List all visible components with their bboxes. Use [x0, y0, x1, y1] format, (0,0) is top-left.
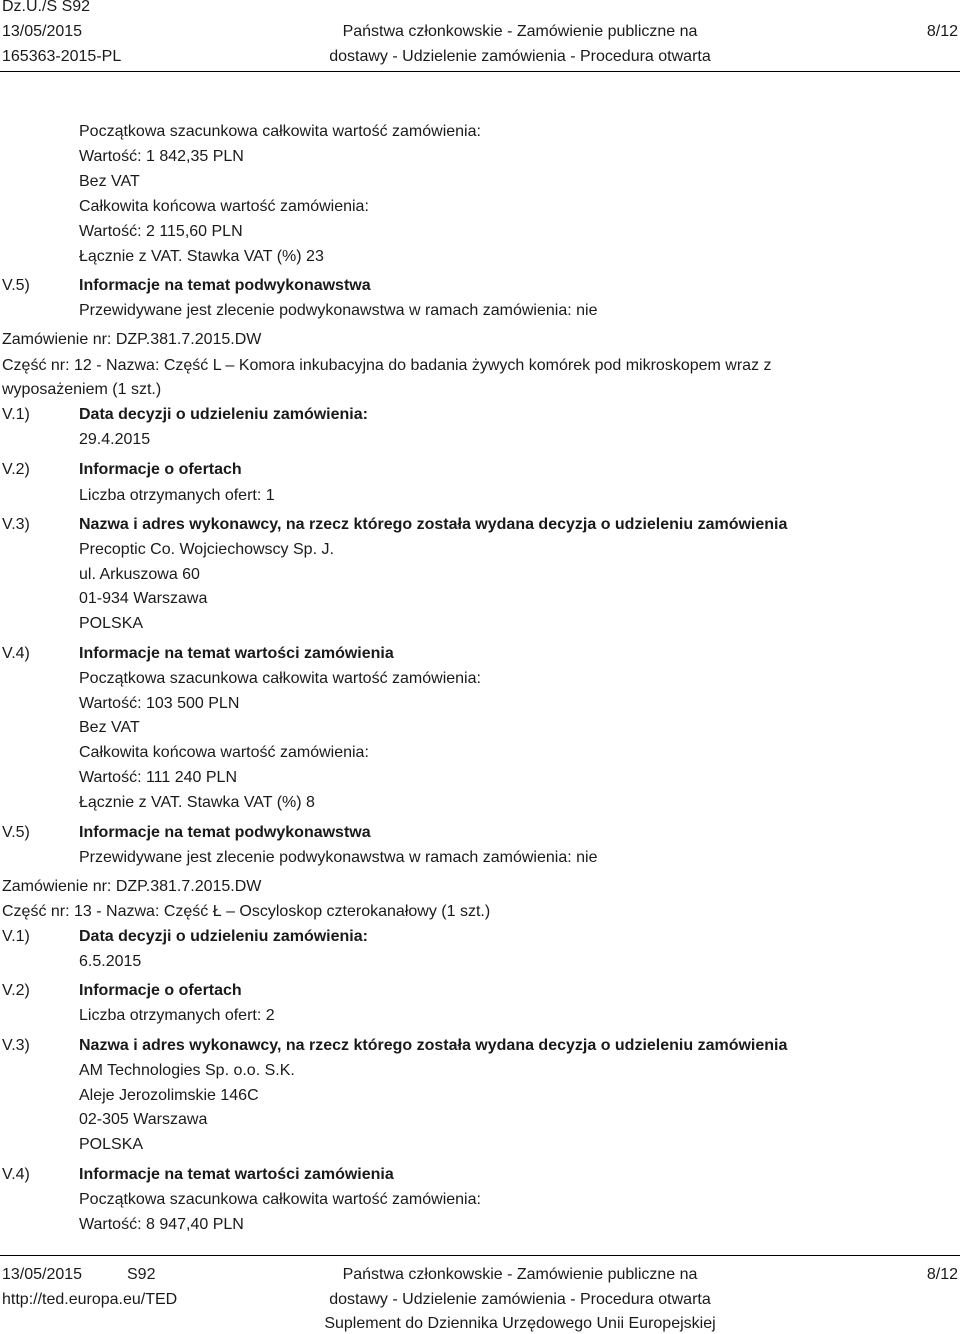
header-title-line1: Państwa członkowskie - Zamówienie publiczne na [342, 23, 698, 40]
contractor-name: AM Technologies Sp. o.o. S.K. [79, 1062, 295, 1079]
header-title-line2: dostawy - Udzielenie zamówienia - Procedura otwarta [329, 48, 711, 65]
section-title: Informacje o ofertach [79, 461, 242, 478]
final-value: Wartość: 2 115,60 PLN [79, 223, 243, 240]
subcontracting-text: Przewidywane jest zlecenie podwykonawstwa w ramach zamówienia: nie [79, 302, 598, 319]
section-title: Informacje na temat podwykonawstwa [79, 277, 371, 294]
section-number: V.5) [2, 277, 30, 294]
final-value-label: Całkowita końcowa wartość zamówienia: [79, 198, 369, 215]
decision-date: 6.5.2015 [79, 953, 142, 970]
initial-value-label: Początkowa szacunkowa całkowita wartość zamówienia: [79, 123, 481, 140]
order-number: Zamówienie nr: DZP.381.7.2015.DW [2, 878, 262, 895]
section-number: V.4) [2, 645, 30, 662]
initial-value: Wartość: 103 500 PLN [79, 695, 240, 712]
part-name-line2: wyposażeniem (1 szt.) [2, 381, 162, 398]
contractor-country: POLSKA [79, 1136, 144, 1153]
contractor-country: POLSKA [79, 615, 144, 632]
initial-value: Wartość: 1 842,35 PLN [79, 148, 244, 165]
initial-vat: Bez VAT [79, 719, 140, 736]
footer-title-line2: dostawy - Udzielenie zamówienia - Procedura otwarta [329, 1291, 711, 1308]
section-title: Informacje na temat wartości zamówienia [79, 645, 394, 662]
initial-vat: Bez VAT [79, 173, 140, 190]
section-number: V.3) [2, 1037, 30, 1054]
section-number: V.4) [2, 1166, 30, 1183]
initial-value: Wartość: 8 947,40 PLN [79, 1216, 244, 1233]
section-number: V.2) [2, 982, 30, 999]
contractor-city: 01-934 Warszawa [79, 590, 208, 607]
final-vat: Łącznie z VAT. Stawka VAT (%) 8 [79, 794, 315, 811]
offers-count: Liczba otrzymanych ofert: 2 [79, 1007, 275, 1024]
section-number: V.3) [2, 516, 30, 533]
footer-divider [0, 1255, 960, 1256]
footer-page-number: 8/12 [926, 1266, 958, 1283]
section-title: Informacje o ofertach [79, 982, 242, 999]
final-value: Wartość: 111 240 PLN [79, 769, 237, 786]
final-vat: Łącznie z VAT. Stawka VAT (%) 23 [79, 248, 324, 265]
final-value-label: Całkowita końcowa wartość zamówienia: [79, 744, 369, 761]
section-title: Nazwa i adres wykonawcy, na rzecz którego została wydana decyzja o udzieleniu zamówienia [79, 516, 788, 533]
section-title: Informacje na temat wartości zamówienia [79, 1166, 394, 1183]
footer-url[interactable]: http://ted.europa.eu/TED [2, 1291, 178, 1308]
header-divider [0, 71, 960, 72]
section-title: Nazwa i adres wykonawcy, na rzecz którego została wydana decyzja o udzieleniu zamówienia [79, 1037, 788, 1054]
section-title: Data decyzji o udzieleniu zamówienia: [79, 928, 368, 945]
decision-date: 29.4.2015 [79, 431, 151, 448]
contractor-street: Aleje Jerozolimskie 146C [79, 1087, 259, 1104]
footer-title-line3: Suplement do Dziennika Urzędowego Unii Europejskiej [324, 1315, 716, 1332]
footer-series: S92 [127, 1266, 156, 1283]
section-number: V.2) [2, 461, 30, 478]
order-number: Zamówienie nr: DZP.381.7.2015.DW [2, 331, 262, 348]
header-page-number: 8/12 [926, 23, 958, 40]
part-name-line1: Część nr: 13 - Nazwa: Część Ł – Oscyloskop czterokanałowy (1 szt.) [2, 903, 491, 920]
initial-value-label: Początkowa szacunkowa całkowita wartość zamówienia: [79, 670, 481, 687]
footer-date: 13/05/2015 [2, 1266, 83, 1283]
journal-ref: Dz.U./S S92 [2, 0, 91, 15]
contractor-name: Precoptic Co. Wojciechowscy Sp. J. [79, 541, 334, 558]
subcontracting-text: Przewidywane jest zlecenie podwykonawstwa w ramach zamówienia: nie [79, 849, 598, 866]
section-number: V.1) [2, 928, 30, 945]
section-number: V.5) [2, 824, 30, 841]
offers-count: Liczba otrzymanych ofert: 1 [79, 487, 275, 504]
contractor-city: 02-305 Warszawa [79, 1111, 208, 1128]
notice-number: 165363-2015-PL [2, 48, 122, 65]
footer-title-line1: Państwa członkowskie - Zamówienie publiczne na [342, 1266, 698, 1283]
header-date: 13/05/2015 [2, 23, 83, 40]
section-title: Informacje na temat podwykonawstwa [79, 824, 371, 841]
section-title: Data decyzji o udzieleniu zamówienia: [79, 406, 368, 423]
part-name-line1: Część nr: 12 - Nazwa: Część L – Komora inkubacyjna do badania żywych komórek pod mikroskopem wraz z [2, 357, 772, 374]
initial-value-label: Początkowa szacunkowa całkowita wartość zamówienia: [79, 1191, 481, 1208]
contractor-street: ul. Arkuszowa 60 [79, 566, 200, 583]
section-number: V.1) [2, 406, 30, 423]
